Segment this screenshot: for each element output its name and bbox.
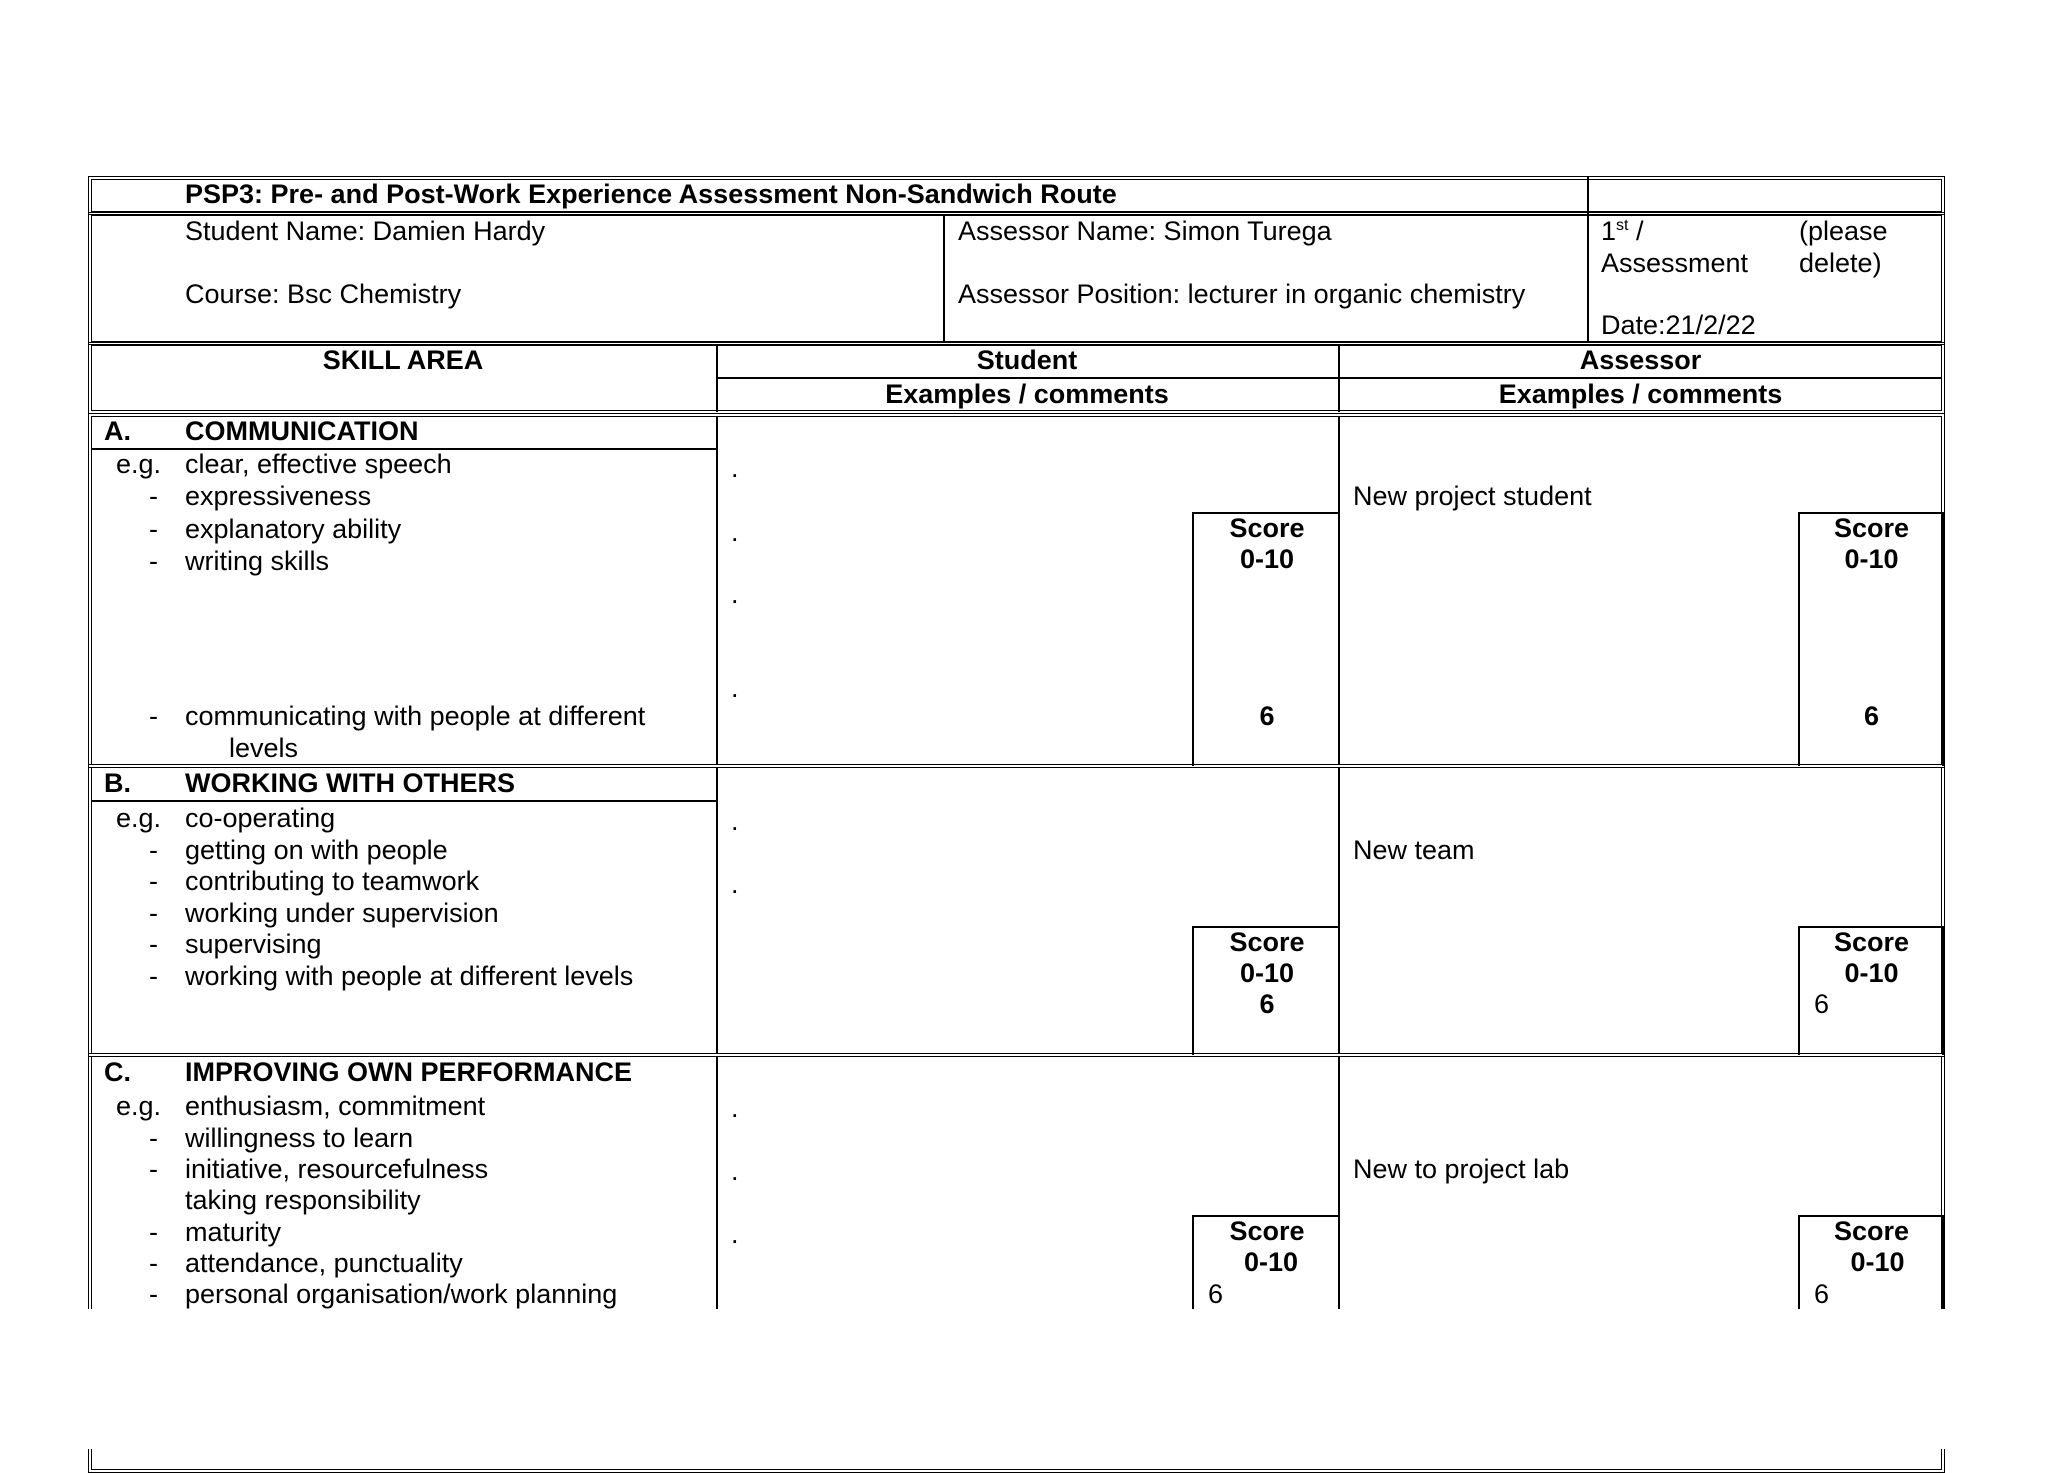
assessor-position: Assessor Position: lecturer in organic chemistry [958, 279, 1526, 309]
score-label: Score [1833, 1216, 1910, 1246]
col-assessor-examples: Examples / comments [1498, 379, 1783, 409]
score-range: 0-10 [1239, 544, 1295, 574]
col-student-examples: Examples / comments [885, 379, 1169, 409]
dash: - [149, 701, 158, 731]
assessor-score: 6 [1814, 989, 1830, 1019]
list-item: enthusiasm, commitment [185, 1091, 486, 1121]
list-item: supervising [185, 929, 322, 959]
divider [716, 417, 718, 764]
dash: - [149, 1123, 158, 1153]
student-comment-dot: . [731, 673, 739, 703]
assessor-comment: New team [1353, 835, 1475, 865]
please-delete-2: delete) [1799, 248, 1882, 278]
student-comment-dot: . [731, 869, 739, 899]
assessment-label: Assessment [1601, 248, 1749, 278]
dash: - [149, 481, 158, 511]
score-range: 0-10 [1243, 1247, 1299, 1277]
assessment-number: 1st / [1601, 216, 1644, 246]
list-item: working under supervision [185, 898, 499, 928]
divider [1587, 214, 1589, 343]
dash: - [149, 1279, 158, 1309]
list-item: maturity [185, 1217, 282, 1247]
score-range: 0-10 [1850, 1247, 1905, 1277]
list-item: attendance, punctuality [185, 1248, 463, 1278]
assessor-name: Assessor Name: Simon Turega [958, 216, 1332, 246]
list-item: co-operating [185, 803, 336, 833]
student-comment-dot: . [731, 453, 739, 483]
dash: - [149, 866, 158, 896]
score-range: 0-10 [1239, 958, 1295, 988]
section-title: WORKING WITH OTHERS [185, 768, 515, 798]
eg-label: e.g. [116, 1091, 162, 1121]
list-item: personal organisation/work planning [185, 1279, 618, 1309]
dash: - [149, 961, 158, 991]
eg-label: e.g. [116, 803, 162, 833]
col-skill-area: SKILL AREA [322, 345, 484, 375]
list-item: contributing to teamwork [185, 866, 480, 896]
dash: - [149, 835, 158, 865]
list-item: working with people at different levels [185, 961, 634, 991]
course: Course: Bsc Chemistry [185, 279, 462, 309]
eg-label: e.g. [116, 449, 162, 479]
section-title: COMMUNICATION [185, 416, 419, 446]
score-label: Score [1229, 927, 1305, 957]
score-label: Score [1833, 513, 1910, 543]
student-comment-dot: . [731, 579, 739, 609]
student-comment-dot: . [731, 1093, 739, 1123]
score-range: 0-10 [1844, 958, 1899, 988]
student-name: Student Name: Damien Hardy [185, 216, 546, 246]
student-comment-dot: . [731, 806, 739, 836]
list-item: initiative, resourcefulness [185, 1154, 489, 1184]
list-item: clear, effective speech [185, 449, 452, 479]
divider [716, 1057, 718, 1309]
dash: - [149, 929, 158, 959]
please-delete-1: (please [1799, 216, 1888, 246]
list-item: willingness to learn [185, 1123, 414, 1153]
divider [1587, 176, 1589, 215]
col-assessor: Assessor [1579, 345, 1702, 375]
student-comment-dot: . [731, 1219, 739, 1249]
list-item: writing skills [185, 546, 330, 576]
divider [943, 214, 945, 343]
student-score: 6 [1259, 989, 1275, 1019]
dash: - [149, 514, 158, 544]
section-letter: A. [104, 416, 131, 446]
dash: - [149, 1248, 158, 1278]
form-title: PSP3: Pre- and Post-Work Experience Assessment Non-Sandwich Route [185, 179, 1117, 209]
assessment-date: Date:21/2/22 [1601, 310, 1756, 340]
dash: - [149, 546, 158, 576]
dash: - [149, 898, 158, 928]
student-comment-dot: . [731, 517, 739, 547]
assessor-score: 6 [1863, 701, 1880, 731]
section-title: IMPROVING OWN PERFORMANCE [185, 1057, 633, 1087]
student-comment-dot: . [731, 1156, 739, 1186]
score-range: 0-10 [1844, 544, 1899, 574]
list-item: taking responsibility [185, 1185, 421, 1215]
list-item: expressiveness [185, 481, 372, 511]
assessor-score: 6 [1814, 1279, 1830, 1309]
score-label: Score [1229, 513, 1305, 543]
assessor-comment: New to project lab [1353, 1154, 1570, 1184]
score-label: Score [1229, 1216, 1305, 1246]
divider [716, 768, 718, 1053]
dash: - [149, 1154, 158, 1184]
list-item: communicating with people at different [185, 701, 646, 731]
list-item-cont: levels [229, 733, 299, 763]
student-score: 6 [1259, 701, 1275, 731]
section-letter: C. [104, 1057, 131, 1087]
assessor-comment: New project student [1353, 481, 1592, 511]
list-item: getting on with people [185, 835, 448, 865]
dash: - [149, 1217, 158, 1247]
page-cutoff [0, 1309, 2048, 1449]
student-score: 6 [1208, 1279, 1224, 1309]
list-item: explanatory ability [185, 514, 402, 544]
section-letter: B. [104, 768, 131, 798]
col-student: Student [976, 345, 1078, 375]
score-label: Score [1833, 927, 1910, 957]
